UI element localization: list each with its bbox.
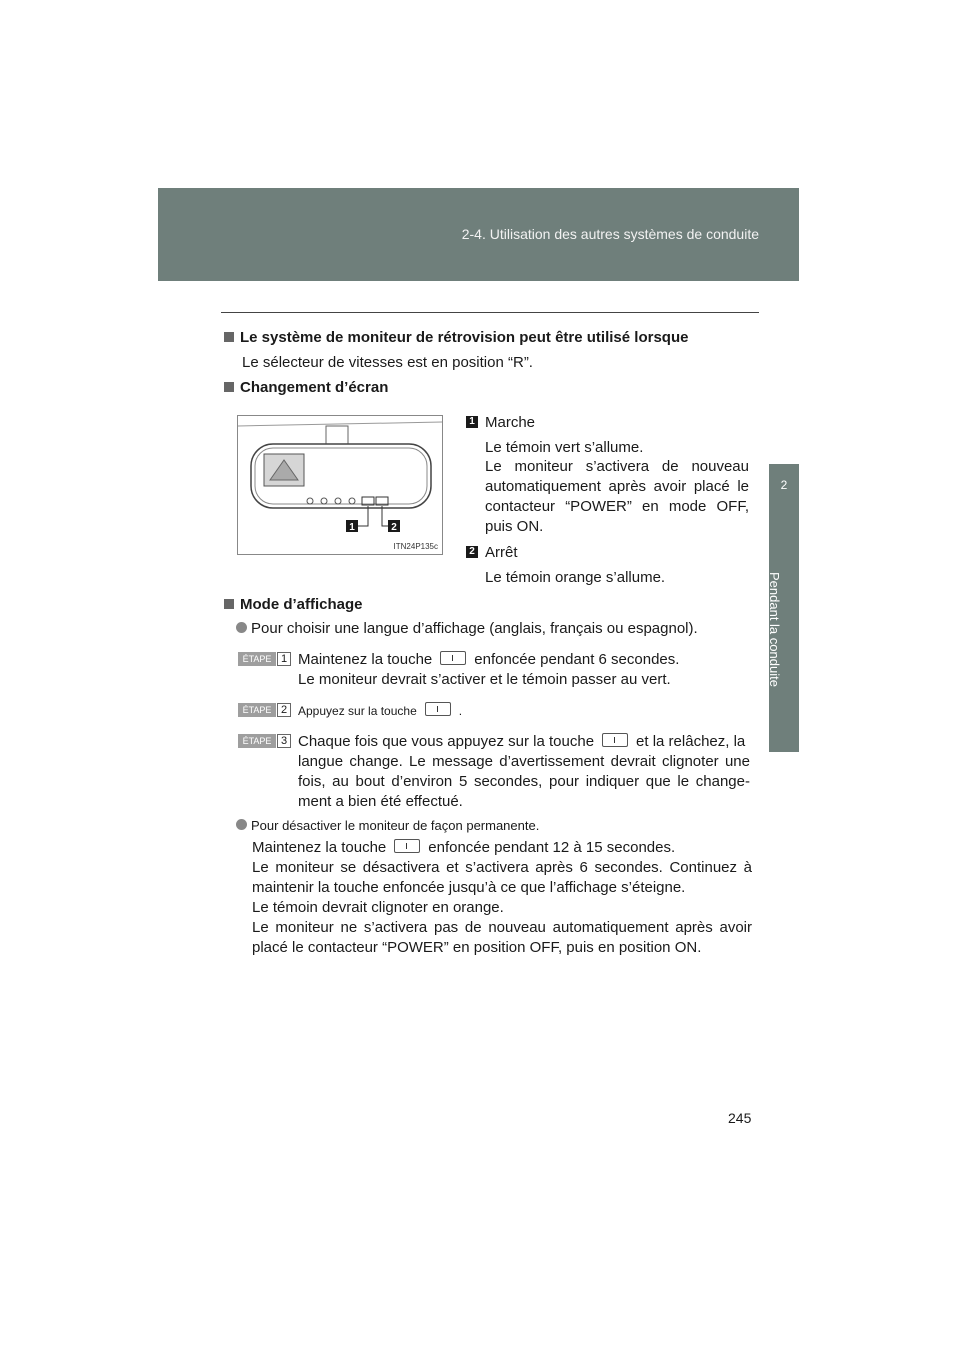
item-1-number: 1 (466, 416, 478, 428)
chapter-label: Pendant la conduite (767, 572, 782, 687)
callout-2: 2 (391, 522, 397, 533)
step-2-badge: ÉTAPE 2 (238, 703, 290, 717)
square-bullet-icon (224, 599, 234, 609)
item-1-line-2: Le moniteur s’activera de nouveau automatiquement après avoir placé le contacteur “POWER” en mode OFF, puis ON. (485, 458, 749, 535)
round-bullet-icon (236, 622, 247, 633)
screen-change-heading: Changement d’écran (224, 378, 388, 398)
step-3-text: Chaque fois que vous appuyez sur la touche et la relâchez, la (298, 733, 746, 750)
step-3-badge: ÉTAPE 3 (238, 734, 290, 748)
chapter-side-tab (769, 464, 799, 752)
chapter-header (158, 188, 799, 281)
mirror-button-icon (394, 839, 420, 853)
top-rule (221, 312, 759, 313)
square-bullet-icon (224, 382, 234, 392)
section-title: 2-4. Utilisation des autres systèmes de conduite (461, 226, 759, 242)
perm-line-2: Le témoin devrait clignoter en orange. (252, 899, 504, 916)
display-mode-heading: Mode d’affichage (224, 595, 363, 615)
perm-first-line: Maintenez la touche enfoncée pendant 12 à 15 secondes. (252, 839, 676, 856)
step-3-rest: langue change. Le message d’avertissement devrait clignoter une fois, au bout d’environ 5 secondes, pour indiquer que le change-ment a bien été effectué. (298, 753, 750, 810)
perm-line-1: Le moniteur se désactivera et s’activera après 6 secondes. Continuez à maintenir la touche enfoncée jusqu’à ce que l’affichage s’éteigne. (252, 859, 752, 896)
chapter-number: 2 (780, 478, 788, 492)
page-number: 245 (728, 1110, 752, 1126)
callout-1: 1 (349, 522, 355, 533)
display-mode-bullet-1: Pour choisir une langue d’affichage (anglais, français ou espagnol). (236, 619, 698, 639)
display-mode-bullet-2: Pour désactiver le moniteur de façon permanente. (236, 816, 539, 836)
square-bullet-icon (224, 332, 234, 342)
step-1-line-2: Le moniteur devrait s’activer et le témoin passer au vert. (298, 671, 671, 688)
step-1-text: Maintenez la touche enfoncée pendant 6 secondes. (298, 651, 680, 668)
step-1-badge: ÉTAPE 1 (238, 652, 290, 666)
item-1-line-1: Le témoin vert s’allume. (485, 439, 644, 456)
mirror-figure (237, 415, 443, 555)
usage-heading: Le système de moniteur de rétrovision peut être utilisé lorsque (224, 328, 688, 348)
round-bullet-icon (236, 819, 247, 830)
usage-text: Le sélecteur de vitesses est en position “R”. (242, 354, 533, 371)
step-2-text: Appuyez sur la touche . (298, 704, 463, 718)
item-1-label: Marche (485, 414, 536, 431)
item-2-line-1: Le témoin orange s’allume. (485, 569, 666, 586)
perm-line-3: Le moniteur ne s’activera pas de nouveau automatiquement après avoir placé le contacteur “POWER” en position OFF, puis en position ON. (252, 919, 752, 956)
mirror-button-icon (440, 651, 466, 665)
mirror-button-icon (602, 733, 628, 747)
item-2-label: Arrêt (485, 544, 518, 561)
rearview-mirror-illustration (238, 416, 442, 554)
mirror-button-icon (425, 702, 451, 716)
figure-code: ITN24P135c (393, 542, 438, 551)
item-2-number: 2 (466, 546, 478, 558)
